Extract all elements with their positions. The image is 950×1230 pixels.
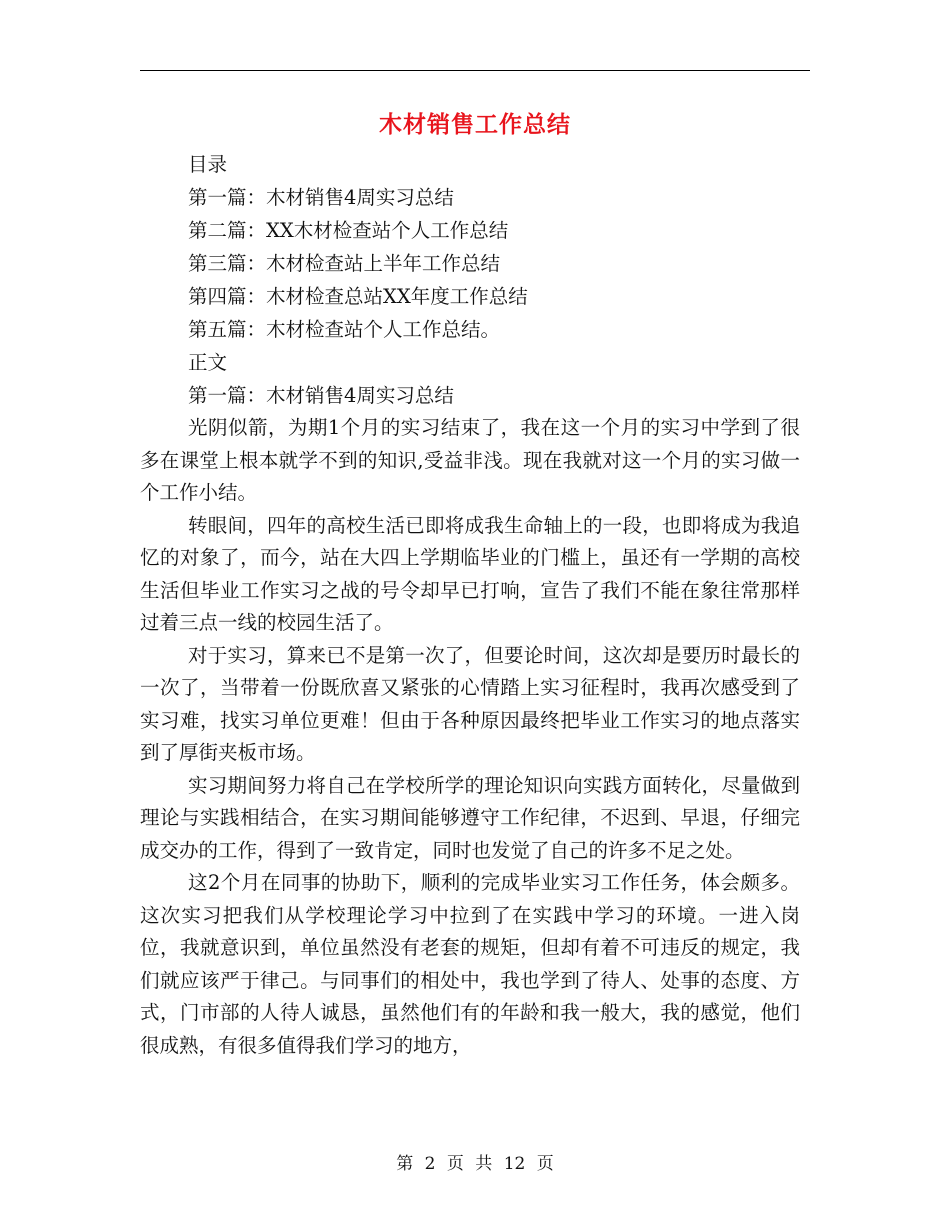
footer-prefix: 第 (396, 1154, 414, 1174)
toc-item: 第二篇：XX木材检查站个人工作总结 (188, 219, 509, 242)
footer-total-pages: 12 (503, 1154, 526, 1174)
toc-heading: 目录 (188, 153, 228, 176)
body-paragraph: 转眼间，四年的高校生活已即将成我生命轴上的一段，也即将成为我追忆的对象了，而今，站在大四上学期临毕业的门槛上，虽还有一学期的高校生活但毕业工作实习之战的号令却早已打响，宣告了我们不能在象往常那样过着三点一线的校园生活了。 (140, 513, 800, 634)
body-paragraph: 实习期间努力将自己在学校所学的理论知识向实践方面转化，尽量做到理论与实践相结合，在实习期间能够遵守工作纪律，不迟到、早退，仔细完成交办的工作，得到了一致肯定，同时也发觉了自己的许多不足之处。 (140, 773, 800, 862)
footer-total-label: 共 (475, 1154, 493, 1174)
body-paragraph: 对于实习，算来已不是第一次了，但要论时间，这次却是要历时最长的一次了，当带着一份既欣喜又紧张的心情踏上实习征程时，我再次感受到了实习难，找实习单位更难！但由于各种原因最终把毕业工作实习的地点落实到了厚街夹板市场。 (140, 643, 800, 764)
document-title: 木材销售工作总结 (379, 112, 571, 138)
toc-item: 第四篇：木材检查总站XX年度工作总结 (188, 285, 528, 308)
footer-page-label: 页 (446, 1154, 464, 1174)
body-paragraph: 这2个月在同事的协助下，顺利的完成毕业实习工作任务，体会颇多。这次实习把我们从学校理论学习中拉到了在实践中学习的环境。一进入岗位，我就意识到，单位虽然没有老套的规矩，但却有着不可违反的规定，我们就应该严于律己。与同事们的相处中，我也学到了待人、处事的态度、方式，门市部的人待人诚恳，虽然他们有的年龄和我一般大，我的感觉，他们很成熟，有很多值得我们学习的地方， (140, 871, 800, 1057)
header-rule (140, 70, 810, 71)
footer-page-number: 2 (424, 1154, 436, 1174)
toc-item: 第五篇：木材检查站个人工作总结。 (188, 318, 501, 341)
document-body (140, 148, 800, 1062)
toc-item: 第三篇：木材检查站上半年工作总结 (188, 252, 501, 275)
toc-item: 第一篇：木材销售4周实习总结 (188, 186, 454, 209)
body-heading: 正文 (188, 351, 228, 374)
footer-suffix: 页 (536, 1154, 554, 1174)
page-footer (0, 1151, 950, 1177)
body-paragraph: 光阴似箭，为期1个月的实习结束了，我在这一个月的实习中学到了很多在课堂上根本就学不到的知识,受益非浅。现在我就对这一个月的实习做一个工作小结。 (140, 416, 800, 504)
section-title: 第一篇：木材销售4周实习总结 (188, 384, 454, 407)
